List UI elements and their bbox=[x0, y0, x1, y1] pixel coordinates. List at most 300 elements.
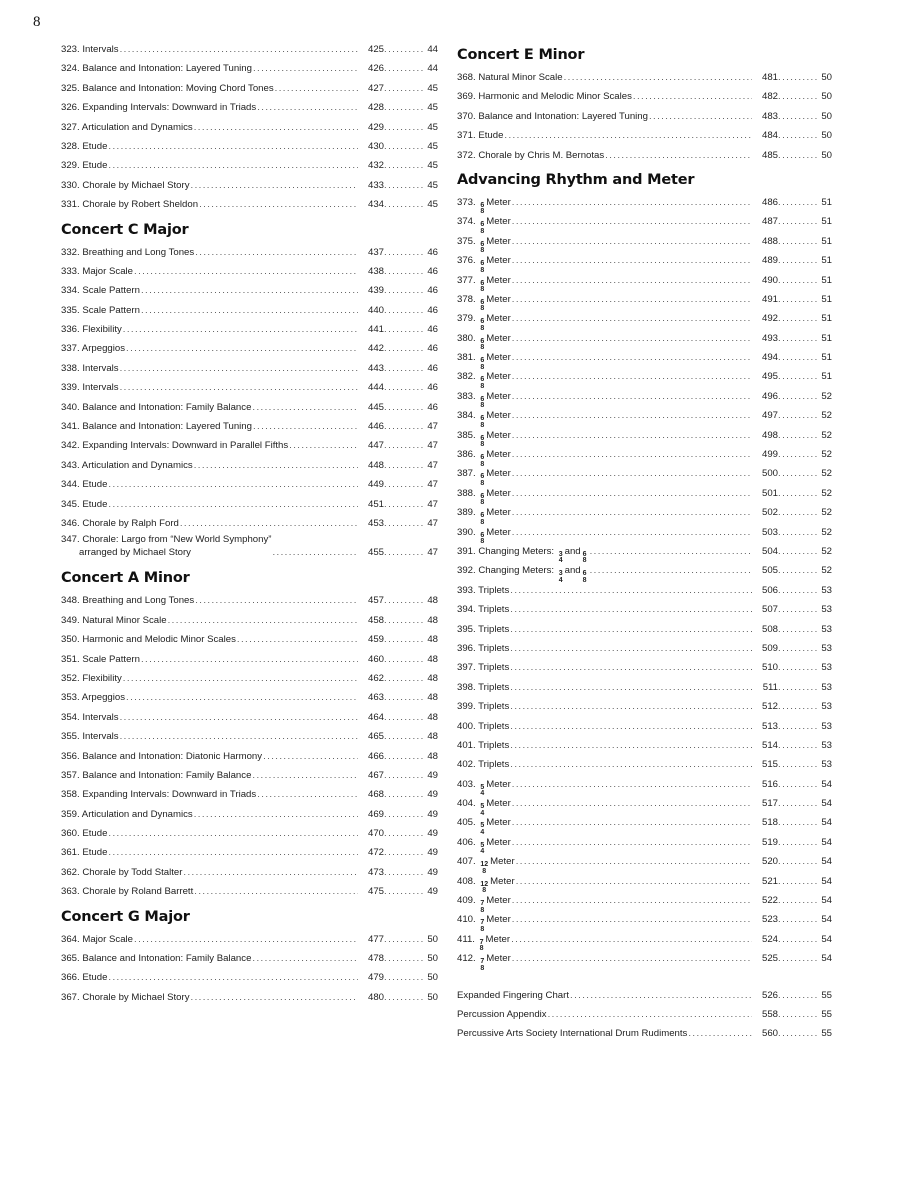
dot-leader bbox=[272, 546, 358, 559]
time-signature-bottom: 8 bbox=[480, 305, 485, 313]
dot-leader bbox=[384, 378, 424, 397]
time-signature-bottom: 4 bbox=[480, 790, 485, 798]
toc-entry[interactable] bbox=[457, 906, 832, 933]
entry-title bbox=[457, 736, 509, 755]
toc-entry[interactable] bbox=[457, 309, 832, 332]
toc-entry[interactable] bbox=[61, 591, 438, 610]
toc-entry[interactable] bbox=[61, 137, 438, 156]
exercise-number: 487 bbox=[761, 216, 778, 228]
exercise-number: 453 bbox=[367, 517, 384, 529]
dot-leader bbox=[778, 484, 818, 503]
time-signature-bottom: 8 bbox=[480, 906, 485, 914]
toc-entry[interactable] bbox=[61, 630, 438, 649]
toc-entry[interactable] bbox=[61, 262, 438, 281]
entry-number-title: 372. Chorale by Chris M. Bernotas bbox=[457, 149, 605, 161]
exercise-number: 426 bbox=[367, 63, 384, 75]
toc-entry[interactable] bbox=[61, 930, 438, 949]
entry-meter-label: Meter bbox=[486, 410, 511, 422]
page-ref: 52 bbox=[821, 429, 832, 441]
dot-leader bbox=[120, 378, 358, 397]
exercise-number: 498 bbox=[761, 429, 778, 441]
time-signature-bottom: 8 bbox=[482, 887, 487, 895]
toc-entry[interactable] bbox=[457, 271, 832, 294]
time-signature-bottom: 8 bbox=[482, 867, 487, 875]
toc-entry[interactable] bbox=[61, 59, 438, 78]
exercise-number: 514 bbox=[761, 739, 778, 751]
dot-leader bbox=[384, 546, 424, 559]
entry-number-title: 398. Triplets bbox=[457, 681, 510, 693]
toc-entry[interactable] bbox=[61, 843, 438, 862]
toc-entry[interactable] bbox=[457, 1005, 832, 1024]
exercise-number: 520 bbox=[761, 856, 778, 868]
entry-title bbox=[61, 195, 198, 214]
entry-title bbox=[61, 40, 119, 59]
entry-number-title: 373. bbox=[457, 196, 476, 208]
toc-entry[interactable] bbox=[61, 79, 438, 98]
entry-number-title: 343. Articulation and Dynamics bbox=[61, 459, 193, 471]
dot-leader bbox=[384, 195, 424, 214]
toc-entry[interactable] bbox=[457, 561, 832, 584]
toc-entry[interactable] bbox=[61, 727, 438, 746]
dot-leader bbox=[778, 561, 818, 580]
toc-entry[interactable] bbox=[61, 824, 438, 843]
toc-entry[interactable] bbox=[61, 320, 438, 339]
section-heading: Concert G Major bbox=[61, 908, 190, 925]
toc-entry[interactable] bbox=[457, 232, 832, 255]
dot-leader bbox=[512, 387, 752, 406]
exercise-number: 499 bbox=[761, 449, 778, 461]
entry-title bbox=[61, 475, 107, 494]
toc-entry[interactable] bbox=[457, 348, 832, 371]
entry-title bbox=[457, 658, 509, 677]
dot-leader bbox=[384, 688, 424, 707]
entry-number-title: 323. Intervals bbox=[61, 44, 119, 55]
toc-entry[interactable] bbox=[61, 456, 438, 475]
toc-entry[interactable] bbox=[61, 475, 438, 494]
page-ref: 44 bbox=[427, 44, 438, 55]
toc-entry[interactable] bbox=[457, 406, 832, 429]
toc-entry[interactable] bbox=[61, 98, 438, 117]
page-ref: 51 bbox=[821, 216, 832, 228]
exercise-number: 473 bbox=[367, 866, 384, 878]
time-signature-top: 12 bbox=[480, 880, 489, 888]
exercise-number: 484 bbox=[761, 130, 778, 142]
entry-number-title: 339. Intervals bbox=[61, 382, 119, 394]
toc-entry[interactable] bbox=[457, 620, 832, 639]
exercise-number: 492 bbox=[761, 313, 778, 325]
exercise-number: 523 bbox=[761, 914, 778, 926]
page-ref: 52 bbox=[821, 390, 832, 402]
entry-number-title: 395. Triplets bbox=[457, 623, 510, 635]
exercise-number: 465 bbox=[367, 731, 384, 743]
time-signature-top: 6 bbox=[480, 357, 485, 365]
entry-title bbox=[61, 118, 193, 137]
dot-leader bbox=[384, 785, 424, 804]
dot-leader bbox=[778, 387, 818, 406]
dot-leader bbox=[590, 542, 752, 561]
entry-meter-label: Meter bbox=[486, 274, 511, 286]
toc-entry[interactable] bbox=[457, 542, 832, 565]
exercise-number: 429 bbox=[367, 121, 384, 133]
toc-entry[interactable] bbox=[61, 378, 438, 397]
toc-entry[interactable] bbox=[457, 503, 832, 526]
entry-number-title: 363. Chorale by Roland Barrett bbox=[61, 886, 194, 898]
dot-leader bbox=[384, 611, 424, 630]
entry-title bbox=[457, 126, 503, 145]
time-signature-top: 6 bbox=[480, 473, 485, 481]
page-ref: 53 bbox=[821, 662, 832, 674]
exercise-number: 466 bbox=[367, 750, 384, 762]
dot-leader bbox=[512, 193, 752, 212]
entry-number-title: 334. Scale Pattern bbox=[61, 285, 140, 297]
toc-entry[interactable] bbox=[457, 87, 832, 106]
toc-entry[interactable] bbox=[61, 747, 438, 766]
toc-entry[interactable] bbox=[61, 968, 438, 987]
dot-leader bbox=[108, 968, 358, 987]
toc-entry[interactable] bbox=[457, 363, 832, 390]
dot-leader bbox=[778, 775, 818, 794]
time-signature-top: 12 bbox=[480, 861, 489, 869]
section-heading: Advancing Rhythm and Meter bbox=[457, 171, 695, 188]
exercise-number: 460 bbox=[367, 653, 384, 665]
toc-entry[interactable] bbox=[61, 417, 438, 436]
entry-number-title: 365. Balance and Intonation: Family Balance bbox=[61, 953, 252, 965]
toc-entry[interactable] bbox=[457, 460, 832, 487]
page-ref: 50 bbox=[427, 953, 438, 965]
toc-entry[interactable] bbox=[61, 118, 438, 137]
exercise-number: 509 bbox=[761, 642, 778, 654]
dot-leader bbox=[108, 824, 358, 843]
exercise-number: 427 bbox=[367, 82, 384, 94]
exercise-number: 470 bbox=[367, 828, 384, 840]
page-ref: 47 bbox=[427, 498, 438, 510]
toc-entry[interactable] bbox=[61, 708, 438, 727]
toc-entry[interactable] bbox=[61, 949, 438, 968]
entry-title bbox=[457, 755, 509, 774]
toc-entry[interactable] bbox=[457, 126, 832, 145]
toc-entry[interactable] bbox=[457, 600, 832, 619]
toc-entry[interactable] bbox=[61, 988, 438, 1007]
toc-entry[interactable] bbox=[457, 581, 832, 600]
entry-number-title: 381. bbox=[457, 352, 476, 364]
toc-entry[interactable] bbox=[457, 852, 832, 875]
exercise-number: 462 bbox=[367, 672, 384, 684]
time-signature-bottom: 8 bbox=[480, 402, 485, 410]
entry-number-title: 392. Changing Meters: bbox=[457, 565, 555, 577]
toc-entry[interactable] bbox=[61, 533, 438, 563]
entry-number-title: 382. bbox=[457, 371, 476, 383]
exercise-number: 488 bbox=[761, 235, 778, 247]
dot-leader bbox=[191, 176, 358, 195]
page-ref: 52 bbox=[821, 545, 832, 557]
toc-entry[interactable] bbox=[61, 436, 438, 455]
entry-title bbox=[457, 678, 509, 697]
toc-entry[interactable] bbox=[61, 40, 438, 59]
page-ref: 48 bbox=[427, 672, 438, 684]
exercise-number: 490 bbox=[761, 274, 778, 286]
page-ref: 51 bbox=[821, 332, 832, 344]
toc-right-column bbox=[457, 40, 832, 1044]
exercise-number: 522 bbox=[761, 895, 778, 907]
dot-leader bbox=[384, 475, 424, 494]
page-ref: 46 bbox=[427, 343, 438, 355]
toc-entry[interactable] bbox=[457, 949, 832, 972]
entry-number-title: Percussion Appendix bbox=[457, 1008, 547, 1020]
toc-entry[interactable] bbox=[61, 398, 438, 417]
page-ref: 46 bbox=[427, 246, 438, 258]
toc-entry[interactable] bbox=[457, 872, 832, 895]
exercise-number: 558 bbox=[761, 1008, 778, 1020]
page-ref: 52 bbox=[821, 526, 832, 538]
entry-number-title: 369. Harmonic and Melodic Minor Scales bbox=[457, 91, 632, 103]
entry-title bbox=[61, 968, 107, 987]
entry-number-title: Expanded Fingering Chart bbox=[457, 989, 569, 1001]
dot-leader bbox=[289, 436, 358, 455]
dot-leader bbox=[384, 747, 424, 766]
entry-title bbox=[61, 417, 252, 436]
dot-leader bbox=[252, 398, 358, 417]
toc-entry[interactable] bbox=[457, 251, 832, 274]
entry-number-title: 374. bbox=[457, 216, 476, 228]
time-signature-bottom: 8 bbox=[479, 945, 484, 953]
exercise-number: 446 bbox=[367, 421, 384, 433]
dot-leader bbox=[126, 688, 358, 707]
toc-entry[interactable] bbox=[457, 775, 832, 798]
toc-entry[interactable] bbox=[457, 736, 832, 755]
dot-leader bbox=[778, 872, 818, 891]
dot-leader bbox=[510, 620, 752, 639]
entry-title bbox=[61, 949, 251, 968]
entry-number-title: 389. bbox=[457, 507, 476, 519]
toc-entry[interactable] bbox=[61, 785, 438, 804]
page-ref: 50 bbox=[427, 991, 438, 1003]
time-signature-bottom: 8 bbox=[480, 247, 485, 255]
dot-leader bbox=[778, 600, 818, 619]
toc-entry[interactable] bbox=[457, 484, 832, 507]
toc-entry[interactable] bbox=[61, 882, 438, 901]
exercise-number: 497 bbox=[761, 410, 778, 422]
dot-leader bbox=[778, 271, 818, 290]
time-signature-top: 6 bbox=[480, 221, 485, 229]
page-ref: 48 bbox=[427, 614, 438, 626]
section-heading: Concert C Major bbox=[61, 221, 189, 238]
toc-entry[interactable] bbox=[61, 156, 438, 175]
toc-entry[interactable] bbox=[457, 717, 832, 736]
toc-entry[interactable] bbox=[457, 1024, 832, 1043]
section-heading: Concert A Minor bbox=[61, 570, 190, 587]
entry-number-title: 366. Etude bbox=[61, 972, 108, 984]
dot-leader bbox=[778, 232, 818, 251]
dot-leader bbox=[141, 650, 358, 669]
entry-number-title: 397. Triplets bbox=[457, 662, 510, 674]
dot-leader bbox=[195, 591, 358, 610]
entry-number-title: 410. bbox=[457, 914, 476, 926]
exercise-number: 451 bbox=[367, 498, 384, 510]
dot-leader bbox=[384, 262, 424, 281]
time-signature-bottom: 4 bbox=[480, 828, 485, 836]
page-ref: 48 bbox=[427, 692, 438, 704]
entry-meter-label: Meter bbox=[486, 914, 511, 926]
dot-leader bbox=[252, 949, 358, 968]
toc-entry[interactable] bbox=[457, 387, 832, 410]
time-signature-bottom: 8 bbox=[480, 518, 485, 526]
time-signature-top: 6 bbox=[480, 454, 485, 462]
entry-title bbox=[61, 137, 107, 156]
entry-title bbox=[457, 639, 509, 658]
exercise-number: 444 bbox=[367, 382, 384, 394]
dot-leader bbox=[384, 79, 424, 98]
toc-entry[interactable] bbox=[457, 146, 832, 165]
entry-title bbox=[457, 986, 569, 1005]
entry-title bbox=[457, 87, 632, 106]
toc-entry[interactable] bbox=[61, 195, 438, 214]
toc-entry[interactable] bbox=[457, 833, 832, 856]
toc-entry[interactable] bbox=[61, 611, 438, 630]
toc-entry[interactable] bbox=[61, 176, 438, 195]
entry-number-title: 393. Triplets bbox=[457, 584, 510, 596]
dot-leader bbox=[257, 98, 358, 117]
toc-entry[interactable] bbox=[457, 755, 832, 774]
toc-entry[interactable] bbox=[457, 986, 832, 1005]
toc-entry[interactable] bbox=[61, 495, 438, 514]
exercise-number: 491 bbox=[761, 293, 778, 305]
toc-entry[interactable] bbox=[61, 281, 438, 300]
time-signature-bottom: 8 bbox=[480, 344, 485, 352]
toc-entry[interactable] bbox=[457, 658, 832, 677]
entry-meter-label: Meter bbox=[486, 449, 511, 461]
entry-title bbox=[61, 785, 256, 804]
toc-entry[interactable] bbox=[457, 290, 832, 313]
dot-leader bbox=[778, 193, 818, 212]
page-ref: 49 bbox=[427, 866, 438, 878]
dot-leader bbox=[384, 137, 424, 156]
dot-leader bbox=[512, 813, 752, 832]
exercise-number: 502 bbox=[761, 507, 778, 519]
page-ref: 45 bbox=[427, 199, 438, 211]
toc-entry[interactable] bbox=[457, 809, 832, 836]
toc-entry[interactable] bbox=[457, 212, 832, 235]
page-ref: 51 bbox=[821, 313, 832, 325]
toc-entry[interactable] bbox=[457, 445, 832, 468]
toc-entry[interactable] bbox=[61, 805, 438, 824]
toc-entry[interactable] bbox=[457, 68, 832, 87]
entry-number-title: 338. Intervals bbox=[61, 362, 119, 374]
page-ref: 54 bbox=[821, 875, 832, 887]
page-ref: 48 bbox=[427, 634, 438, 646]
dot-leader bbox=[384, 98, 424, 117]
time-signature-bottom: 8 bbox=[480, 925, 485, 933]
entry-title bbox=[61, 156, 107, 175]
toc-entry[interactable] bbox=[457, 639, 832, 658]
entry-number-title: 346. Chorale by Ralph Ford bbox=[61, 517, 179, 529]
exercise-number: 489 bbox=[761, 255, 778, 267]
page-ref: 50 bbox=[821, 130, 832, 142]
dot-leader bbox=[384, 988, 424, 1007]
entry-number-title: 403. bbox=[457, 778, 476, 790]
toc-entry[interactable] bbox=[457, 107, 832, 126]
toc-entry[interactable] bbox=[61, 359, 438, 378]
dot-leader bbox=[384, 456, 424, 475]
dot-leader bbox=[384, 708, 424, 727]
page-ref: 50 bbox=[821, 110, 832, 122]
entry-title bbox=[61, 863, 182, 882]
entry-number-title: 331. Chorale by Robert Sheldon bbox=[61, 199, 199, 211]
dot-leader bbox=[384, 59, 424, 78]
dot-leader bbox=[512, 794, 752, 813]
toc-entry[interactable] bbox=[61, 514, 438, 533]
entry-number-title: 329. Etude bbox=[61, 160, 108, 172]
time-signature-top: 6 bbox=[480, 318, 485, 326]
page-ref: 51 bbox=[821, 235, 832, 247]
entry-meter-label: Meter bbox=[486, 895, 511, 907]
dot-leader bbox=[384, 949, 424, 968]
toc-entry[interactable] bbox=[61, 301, 438, 320]
entry-number-title: 359. Articulation and Dynamics bbox=[61, 808, 193, 820]
page-ref: 53 bbox=[821, 584, 832, 596]
dot-leader bbox=[191, 988, 358, 1007]
page-ref: 50 bbox=[427, 933, 438, 945]
toc-left-column bbox=[61, 40, 438, 1007]
toc-entry[interactable] bbox=[457, 426, 832, 449]
page-ref: 54 bbox=[821, 778, 832, 790]
entry-title bbox=[61, 98, 256, 117]
dot-leader bbox=[180, 514, 358, 533]
page-ref: 50 bbox=[821, 91, 832, 103]
page-ref: 51 bbox=[821, 274, 832, 286]
entry-number-title: 337. Arpeggios bbox=[61, 343, 126, 355]
entry-title bbox=[61, 59, 252, 78]
time-signature-bottom: 8 bbox=[480, 538, 485, 546]
toc-entry[interactable] bbox=[457, 678, 832, 697]
dot-leader bbox=[778, 348, 818, 367]
entry-number-title: 406. bbox=[457, 836, 476, 848]
page-ref: 49 bbox=[427, 789, 438, 801]
toc-entry[interactable] bbox=[61, 650, 438, 669]
time-signature-bottom: 8 bbox=[480, 208, 485, 216]
toc-entry[interactable] bbox=[457, 930, 832, 953]
toc-entry[interactable] bbox=[61, 863, 438, 882]
dot-leader bbox=[633, 87, 752, 106]
dot-leader bbox=[384, 495, 424, 514]
toc-entry[interactable] bbox=[457, 891, 832, 914]
toc-entry[interactable] bbox=[61, 339, 438, 358]
toc-entry[interactable] bbox=[457, 794, 832, 817]
toc-entry[interactable] bbox=[61, 669, 438, 688]
toc-entry[interactable] bbox=[61, 766, 438, 785]
toc-entry[interactable] bbox=[457, 697, 832, 716]
entry-number-title: 396. Triplets bbox=[457, 642, 510, 654]
toc-entry[interactable] bbox=[457, 329, 832, 352]
exercise-number: 442 bbox=[367, 343, 384, 355]
dot-leader bbox=[384, 118, 424, 137]
page-ref: 45 bbox=[427, 140, 438, 152]
toc-entry[interactable] bbox=[61, 688, 438, 707]
entry-meter-label: Meter bbox=[486, 507, 511, 519]
dot-leader bbox=[384, 156, 424, 175]
toc-entry[interactable] bbox=[61, 243, 438, 262]
dot-leader bbox=[511, 930, 752, 949]
entry-number-title: 391. Changing Meters: bbox=[457, 545, 555, 557]
entry-number-title: 345. Etude bbox=[61, 498, 108, 510]
entry-number-title: 328. Etude bbox=[61, 140, 108, 152]
exercise-number: 507 bbox=[761, 604, 778, 616]
toc-entry[interactable] bbox=[457, 193, 832, 216]
toc-entry[interactable] bbox=[457, 523, 832, 546]
dot-leader bbox=[778, 426, 818, 445]
entry-meter-label: Meter bbox=[486, 487, 511, 499]
entry-number-title: 368. Natural Minor Scale bbox=[457, 72, 563, 83]
dot-leader bbox=[384, 398, 424, 417]
